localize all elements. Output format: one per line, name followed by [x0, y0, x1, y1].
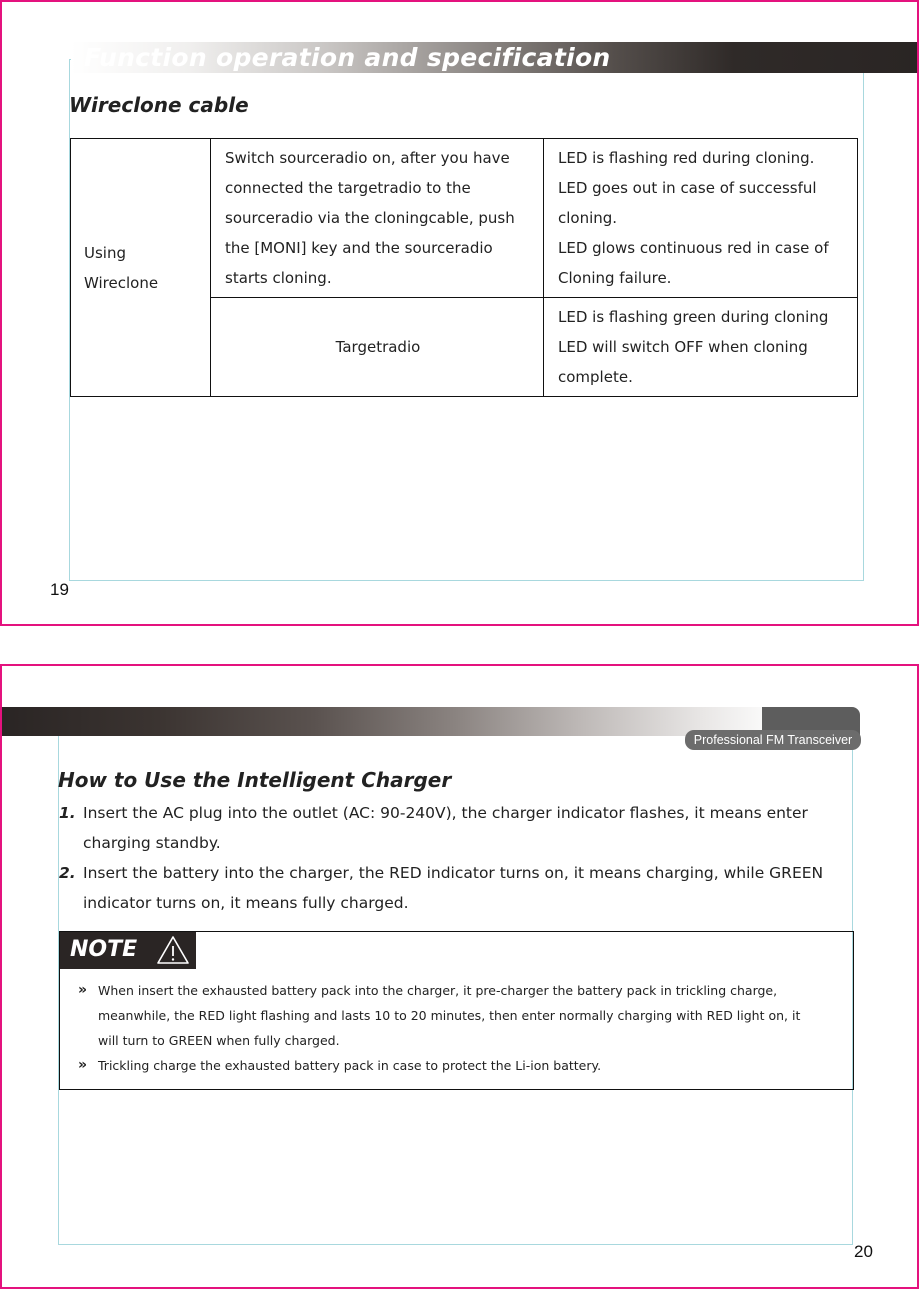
row-label-cell	[71, 139, 211, 397]
source-line: connected the targetradio to the	[225, 179, 471, 197]
manual-page-19	[0, 0, 919, 626]
note-label: NOTE	[70, 937, 138, 962]
steps-list	[59, 798, 849, 918]
led-line: LED will switch OFF when cloning	[558, 338, 808, 356]
note-line: meanwhile, the RED light flashing and lasts 10 to 20 minutes, then enter normally charging with RED light on, it	[98, 1008, 801, 1023]
led-line: cloning.	[558, 209, 618, 227]
note-line: Trickling charge the exhausted battery pack in case to protect the Li-ion battery.	[98, 1058, 602, 1073]
warning-triangle-icon	[156, 935, 190, 965]
step-number: 1.	[59, 804, 76, 822]
led-line: LED is flashing green during cloning	[558, 308, 829, 326]
page-number: 20	[854, 1242, 873, 1261]
header-tag: Professional FM Transceiver	[685, 730, 861, 750]
source-line: the [MONI] key and the sourceradio	[225, 239, 493, 257]
note-line: When insert the exhausted battery pack into the charger, it pre-charger the battery pack in trickling charge,	[98, 983, 778, 998]
list-item	[78, 1053, 848, 1078]
list-item	[59, 858, 849, 918]
note-list	[78, 978, 848, 1078]
bullet-icon: »	[78, 1057, 88, 1073]
step-line: Insert the AC plug into the outlet (AC: 90-240V), the charger indicator flashes, it means enter	[83, 804, 808, 822]
list-item	[78, 978, 848, 1053]
wireclone-table	[70, 138, 858, 397]
source-description-cell	[211, 139, 544, 298]
led-line: LED is flashing red during cloning.	[558, 149, 815, 167]
note-line: will turn to GREEN when fully charged.	[98, 1033, 340, 1048]
section-title: Wireclone cable	[69, 93, 249, 117]
bullet-icon: »	[78, 982, 88, 998]
step-line: Insert the battery into the charger, the RED indicator turns on, it means charging, while GREEN	[83, 864, 824, 882]
note-box	[59, 931, 854, 1090]
source-line: Switch sourceradio on, after you have	[225, 149, 510, 167]
source-led-cell	[544, 139, 858, 298]
led-line: complete.	[558, 368, 633, 386]
manual-page-20	[0, 664, 919, 1289]
page-number: 19	[50, 580, 69, 599]
step-number: 2.	[59, 864, 76, 882]
step-line: indicator turns on, it means fully charged.	[83, 894, 409, 912]
section-title: How to Use the Intelligent Charger	[58, 768, 452, 792]
led-line: LED goes out in case of successful	[558, 179, 817, 197]
led-line: LED glows continuous red in case of	[558, 239, 829, 257]
page-header-title: Function operation and specification	[84, 43, 611, 72]
header-gradient-bar	[2, 707, 782, 736]
note-header	[60, 932, 196, 969]
target-label: Targetradio	[335, 338, 421, 356]
target-led-cell	[544, 298, 858, 397]
list-item	[59, 798, 849, 858]
source-line: sourceradio via the cloningcable, push	[225, 209, 515, 227]
row-label: Using Wireclone	[84, 243, 159, 292]
led-line: Cloning failure.	[558, 269, 672, 287]
target-label-cell	[211, 298, 544, 397]
table-row	[71, 139, 858, 298]
step-line: charging standby.	[83, 834, 221, 852]
source-line: starts cloning.	[225, 269, 332, 287]
